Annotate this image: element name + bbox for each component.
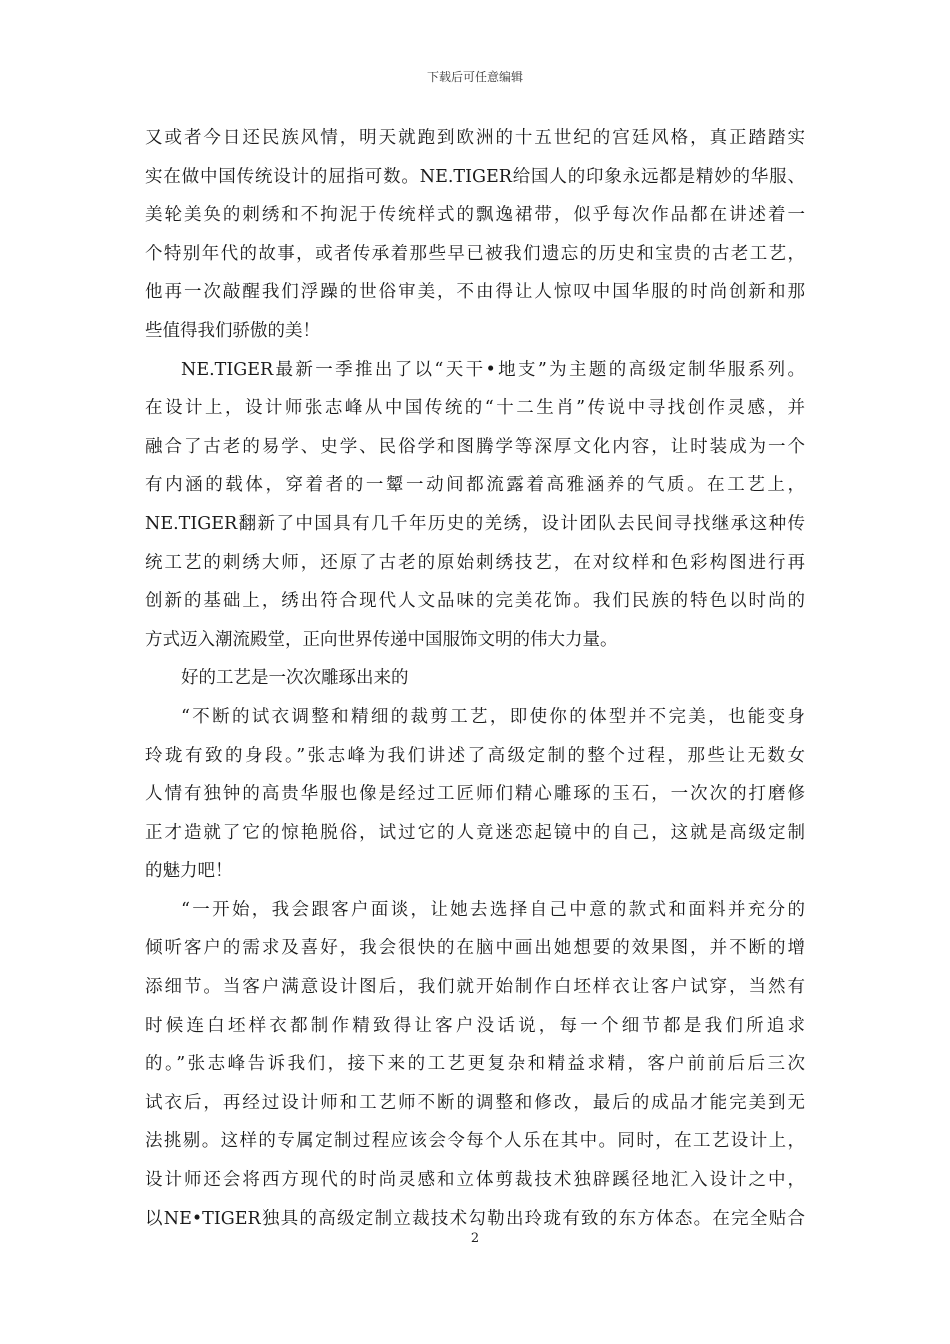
text-line: 正才造就了它的惊艳脱俗，试过它的人竟迷恋起镜中的自己，这就是高级定制 (145, 822, 805, 843)
text-line: 添细节。当客户满意设计图后，我们就开始制作白坯样衣让客户试穿，当然有 (145, 977, 805, 998)
text-line: 法挑剔。这样的专属定制过程应该会令每个人乐在其中。同时，在工艺设计上， (145, 1131, 805, 1152)
text-line: 的魅力吧！ (145, 861, 233, 882)
text-line: 统工艺的刺绣大师，还原了古老的原始刺绣技艺，在对纹样和色彩构图进行再 (145, 552, 805, 573)
page-number: 2 (470, 1231, 480, 1246)
text-line: 玲珑有致的身段。”张志峰为我们讲述了高级定制的整个过程，那些让无数女 (145, 745, 805, 766)
text-line: 的。”张志峰告诉我们，接下来的工艺更复杂和精益求精，客户前前后后三次 (145, 1054, 805, 1075)
page-header: 下载后可任意编辑 (426, 70, 523, 84)
text-line: 融合了古老的易学、史学、民俗学和图腾学等深厚文化内容，让时装成为一个 (145, 436, 805, 457)
text-line: 创新的基础上，绣出符合现代人文品味的完美花饰。我们民族的特色以时尚的 (145, 591, 805, 612)
text-line: 些值得我们骄傲的美！ (145, 320, 320, 341)
text-line: 方式迈入潮流殿堂，正向世界传递中国服饰文明的伟大力量。 (145, 629, 618, 650)
text-line: 试衣后，再经过设计师和工艺师不断的调整和修改，最后的成品才能完美到无 (145, 1092, 805, 1113)
text-line: 以NE•TIGER独具的高级定制立裁技术勾勒出玲珑有致的东方体态。在完全贴合 (145, 1208, 805, 1229)
text-line: 美轮美奂的刺绣和不拘泥于传统样式的飘逸裙带，似乎每次作品都在讲述着一 (145, 205, 805, 226)
text-line: 设计师还会将西方现代的时尚灵感和立体剪裁技术独辟蹊径地汇入设计之中， (145, 1170, 805, 1191)
document-body (145, 119, 805, 1238)
text-line: 又或者今日还民族风情，明天就跑到欧洲的十五世纪的宫廷风格，真正踏踏实 (145, 128, 805, 148)
text-line: NE.TIGER最新一季推出了以“天干•地支”为主题的高级定制华服系列。 (181, 359, 805, 380)
section-heading: 好的工艺是一次次雕琢出来的 (181, 668, 409, 689)
text-line: “不断的试衣调整和精细的裁剪工艺，即使你的体型并不完美，也能变身 (181, 706, 805, 727)
text-line: “一开始，我会跟客户面谈，让她去选择自己中意的款式和面料并充分的 (181, 899, 805, 920)
text-line: NE.TIGER翻新了中国具有几千年历史的羌绣，设计团队去民间寻找继承这种传 (145, 513, 805, 534)
text-line: 有内涵的载体，穿着者的一颦一动间都流露着高雅涵养的气质。在工艺上， (145, 475, 805, 496)
text-line: 他再一次敲醒我们浮躁的世俗审美，不由得让人惊叹中国华服的时尚创新和那 (145, 282, 805, 303)
text-line: 实在做中国传统设计的屈指可数。NE.TIGER给国人的印象永远都是精妙的华服、 (145, 166, 805, 187)
text-line: 个特别年代的故事，或者传承着那些早已被我们遗忘的历史和宝贵的古老工艺， (145, 243, 805, 264)
text-line: 倾听客户的需求及喜好，我会很快的在脑中画出她想要的效果图，并不断的增 (145, 938, 805, 959)
text-line: 时候连白坯样衣都制作精致得让客户没话说，每一个细节都是我们所追求 (145, 1015, 805, 1036)
text-line: 在设计上，设计师张志峰从中国传统的“十二生肖”传说中寻找创作灵感，并 (145, 398, 805, 419)
text-line: 人情有独钟的高贵华服也像是经过工匠师们精心雕琢的玉石，一次次的打磨修 (145, 784, 805, 805)
